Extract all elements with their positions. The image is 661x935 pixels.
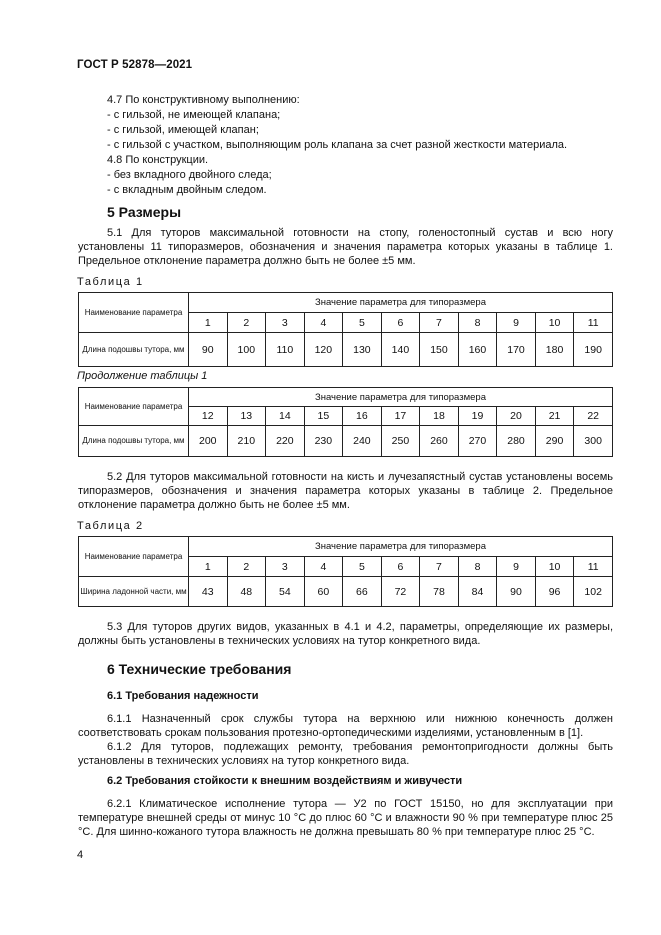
table-2-value: 43 — [189, 577, 228, 607]
table-2-size: 10 — [535, 557, 574, 577]
table-1-cont-value: 220 — [266, 426, 305, 457]
table-1-size: 11 — [574, 313, 613, 333]
table-1-cont-value: 290 — [535, 426, 574, 457]
table-1-cont-size: 18 — [420, 407, 459, 426]
table-1-cont-value: 260 — [420, 426, 459, 457]
table-2-size: 8 — [458, 557, 497, 577]
table-2-size: 11 — [574, 557, 613, 577]
table-2-group-header: Значение параметра для типоразмера — [189, 537, 613, 557]
table-2-size: 9 — [497, 557, 536, 577]
table-1-cont-size: 19 — [458, 407, 497, 426]
table-1-cont-value: 200 — [189, 426, 228, 457]
table-2-size: 7 — [420, 557, 459, 577]
table-1-size: 4 — [304, 313, 343, 333]
table-1-cont-value: 250 — [381, 426, 420, 457]
table-1-value: 140 — [381, 333, 420, 367]
table-2-size: 6 — [381, 557, 420, 577]
table-1-size: 10 — [535, 313, 574, 333]
table-1-cont-size: 14 — [266, 407, 305, 426]
clause-6-1-1: 6.1.1 Назначенный срок службы тутора на верхнюю или нижнюю конечность должен соответствовать срокам пользования протезно-ортопедическими изделиями, установленным в [1]. — [78, 713, 613, 739]
table-1-cont-size: 21 — [535, 407, 574, 426]
table-1-cont-group-header: Значение параметра для типоразмера — [189, 388, 613, 407]
table-1-value: 180 — [535, 333, 574, 367]
table-2-value: 66 — [343, 577, 382, 607]
table-1-cont-value: 280 — [497, 426, 536, 457]
clause-5-1: 5.1 Для туторов максимальной готовности на стопу, голеностопный сустав и всю ногу установлены 11 типоразмеров, обозначения и значения параметра которых указаны в таблице 1. Предельное отклонение параметра должно быть не более ±5 мм. — [78, 227, 613, 267]
table-1-group-header: Значение параметра для типоразмера — [189, 293, 613, 313]
table-1-value: 170 — [497, 333, 536, 367]
subsection-6-1-heading: 6.1 Требования надежности — [107, 690, 259, 702]
table-2-value: 96 — [535, 577, 574, 607]
table-1-value: 120 — [304, 333, 343, 367]
table-2-row-label: Ширина ладонной части, мм — [79, 577, 189, 607]
table-2-value: 48 — [227, 577, 266, 607]
table-1-cont-value: 300 — [574, 426, 613, 457]
list-item: - с гильзой с участком, выполняющим роль клапана за счет разной жесткости материала. — [107, 139, 568, 151]
table-1-value: 190 — [574, 333, 613, 367]
table-2-size: 1 — [189, 557, 228, 577]
table-2-value: 90 — [497, 577, 536, 607]
table-2-size: 3 — [266, 557, 305, 577]
table-2-caption: Таблица 2 — [77, 520, 144, 532]
table-1-size: 1 — [189, 313, 228, 333]
table-1-cont-value: 230 — [304, 426, 343, 457]
table-1-cont-value: 240 — [343, 426, 382, 457]
table-1-value: 150 — [420, 333, 459, 367]
list-item: - без вкладного двойного следа; — [107, 169, 272, 181]
table-1-size: 9 — [497, 313, 536, 333]
clause-4-7: 4.7 По конструктивному выполнению: — [107, 94, 300, 106]
table-1-value: 90 — [189, 333, 228, 367]
table-1-cont-size: 12 — [189, 407, 228, 426]
table-2-value: 102 — [574, 577, 613, 607]
clause-6-2-1: 6.2.1 Климатическое исполнение тутора — У2 по ГОСТ 15150, но для эксплуатации при температуре внешней среды от минус 10 °С до плюс 60 °С и влажности 90 % при температуре плюс 25 °С. Для шинно-кожаного тутора влажность не должна превышать 80 % при температуре плюс 25 °С. — [78, 798, 613, 838]
table-2-value: 54 — [266, 577, 305, 607]
table-1-cont-size: 17 — [381, 407, 420, 426]
section-6-heading: 6 Технические требования — [107, 661, 292, 677]
table-1-size: 6 — [381, 313, 420, 333]
section-5-heading: 5 Размеры — [107, 204, 182, 220]
document-header: ГОСТ Р 52878—2021 — [77, 59, 193, 71]
table-1-cont-size: 15 — [304, 407, 343, 426]
table-2-size: 2 — [227, 557, 266, 577]
table-2-name-header: Наименование параметра — [79, 537, 189, 577]
table-1-continuation — [78, 387, 613, 457]
clause-4-8: 4.8 По конструкции. — [107, 154, 209, 166]
table-1-cont-value: 210 — [227, 426, 266, 457]
table-1-value: 160 — [458, 333, 497, 367]
table-1-size: 8 — [458, 313, 497, 333]
table-2-value: 60 — [304, 577, 343, 607]
table-1-cont-size: 13 — [227, 407, 266, 426]
table-2-size: 4 — [304, 557, 343, 577]
table-1-value: 110 — [266, 333, 305, 367]
table-2-value: 78 — [420, 577, 459, 607]
table-1-cont-value: 270 — [458, 426, 497, 457]
table-1-name-header: Наименование параметра — [79, 293, 189, 333]
table-1-size: 3 — [266, 313, 305, 333]
table-1 — [78, 292, 613, 367]
list-item: - с гильзой, имеющей клапан; — [107, 124, 259, 136]
table-1-value: 130 — [343, 333, 382, 367]
table-2-size: 5 — [343, 557, 382, 577]
clause-5-2: 5.2 Для туторов максимальной готовности на кисть и лучезапястный сустав установлены восемь типоразмеров, обозначения и значения параметра которых указаны в таблице 2. Предельное отклонение параметра должно быть не более ±5 мм. — [78, 471, 613, 511]
table-1-size: 2 — [227, 313, 266, 333]
page-number: 4 — [77, 849, 84, 861]
clause-6-1-2: 6.1.2 Для туторов, подлежащих ремонту, требования ремонтопригодности должны быть установлены в технических условиях на тутор конкретного вида. — [78, 741, 613, 767]
table-2 — [78, 536, 613, 607]
table-1-size: 5 — [343, 313, 382, 333]
table-2-value: 72 — [381, 577, 420, 607]
list-item: - с гильзой, не имеющей клапана; — [107, 109, 281, 121]
table-1-cont-name-header: Наименование параметра — [79, 388, 189, 426]
list-item: - с вкладным двойным следом. — [107, 184, 267, 196]
subsection-6-2-heading: 6.2 Требования стойкости к внешним воздействиям и живучести — [107, 775, 463, 787]
table-1-value: 100 — [227, 333, 266, 367]
table-1-cont-size: 20 — [497, 407, 536, 426]
table-1-continuation-caption: Продолжение таблицы 1 — [77, 370, 208, 382]
table-1-size: 7 — [420, 313, 459, 333]
table-1-caption: Таблица 1 — [77, 276, 144, 288]
table-1-cont-row-label: Длина подошвы тутора, мм — [79, 426, 189, 457]
clause-5-3: 5.3 Для туторов других видов, указанных в 4.1 и 4.2, параметры, определяющие их размеры, должны быть установлены в технических условиях на тутор конкретного вида. — [78, 621, 613, 647]
table-2-value: 84 — [458, 577, 497, 607]
table-1-row-label: Длина подошвы тутора, мм — [79, 333, 189, 367]
table-1-cont-size: 16 — [343, 407, 382, 426]
table-1-cont-size: 22 — [574, 407, 613, 426]
